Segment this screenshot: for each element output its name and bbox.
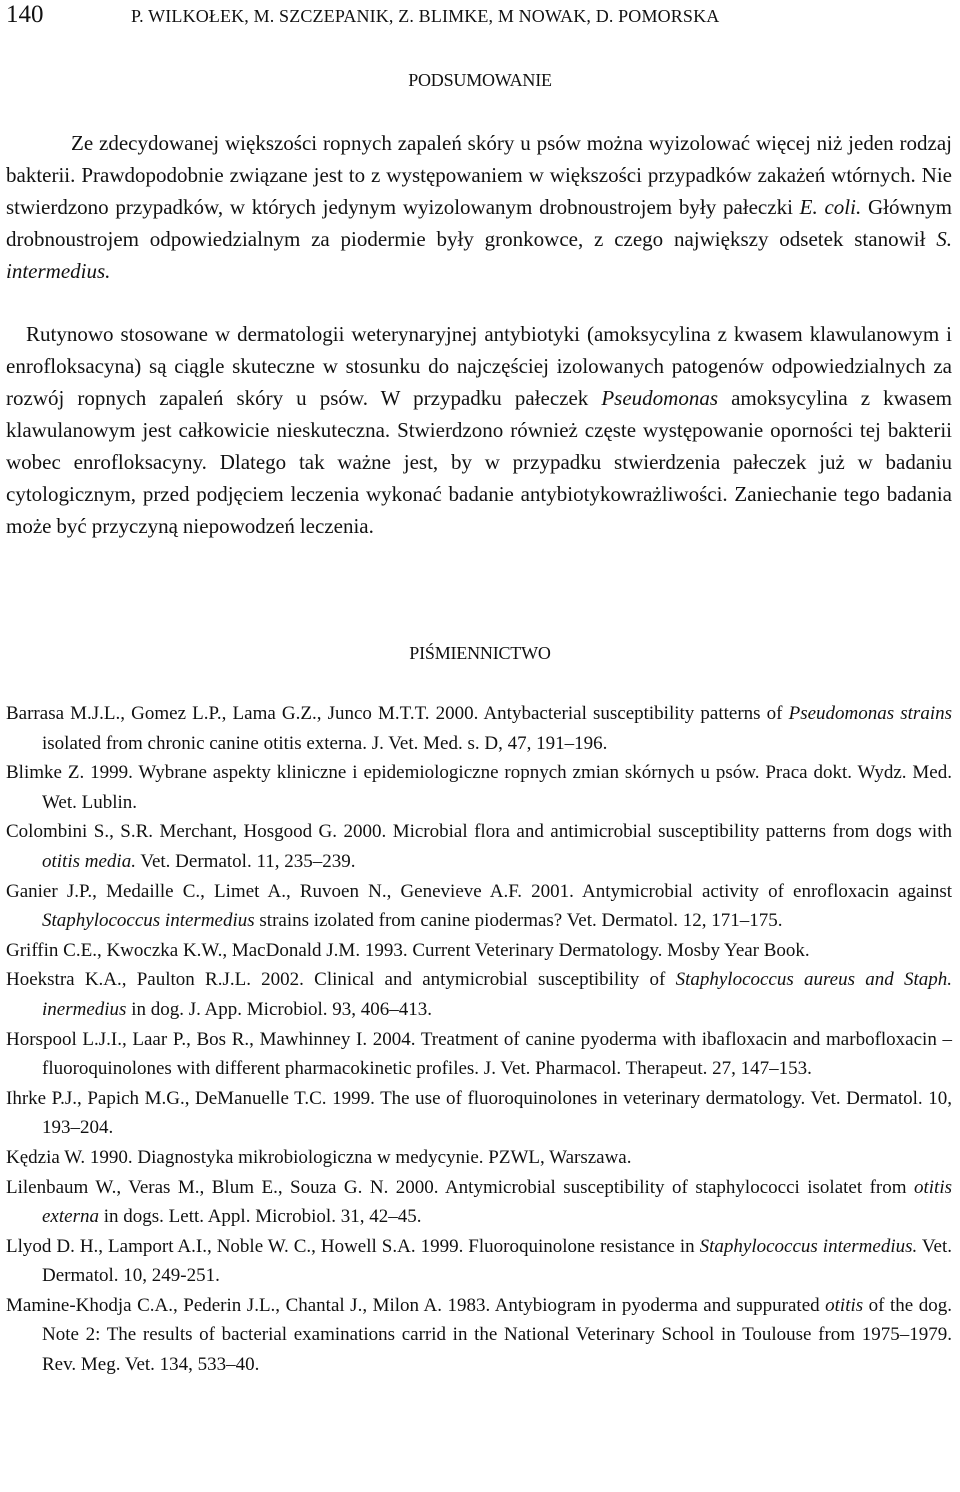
reference-item: Mamine-Khodja C.A., Pederin J.L., Chantal J., Milon A. 1983. Antybiogram in pyoderma and suppurated otitis of the dog. Note 2: The results of bacterial examinations carrid in the National Veterinary School in Toulouse from 1975–1979. Rev. Meg. Vet. 134, 533–40. (6, 1294, 952, 1376)
reference-item: Horspool L.J.I., Laar P., Bos R., Mawhinney I. 2004. Treatment of canine pyoderma with ibafloxacin and marbofloxacin – fluoroquinolones with different pharmacokinetic profiles. J. Vet. Pharmacol. Therapeut. 27, 147–153. (6, 1028, 952, 1080)
reference-list (6, 699, 952, 1380)
reference-item: Barrasa M.J.L., Gomez L.P., Lama G.Z., Junco M.T.T. 2000. Antybacterial susceptibility patterns of Pseudomonas strains isolated from chronic canine otitis externa. J. Vet. Med. s. D, 47, 191–196. (6, 703, 952, 754)
summary-paragraph-2: Rutynowo stosowane w dermatologii weterynaryjnej antybiotyki (amoksycylina z kwasem klawulanowym i enrofloksacyna) są ciągle skuteczne w stosunku do najczęściej izolowanych patogenów odpowiedzialnych za rozwój ropnych zapaleń skóry u psów. W przypadku pałeczek Pseudomonas amoksycylina z kwasem klawulanowym jest całkowicie nieskuteczna. Stwierdzono również częste występowanie oporności tej bakterii wobec enrofloksacyny. Dlatego tak ważne jest, by w przypadku stwierdzenia pałeczek już w badaniu cytologicznym, przed podjęciem leczenia wykonać badanie antybiotykowrażliwości. Zaniechanie tego badania może być przyczyną niepowodzeń leczenia. (6, 322, 952, 538)
summary-title: PODSUMOWANIE (408, 70, 552, 90)
reference-item: Kędzia W. 1990. Diagnostyka mikrobiologiczna w medycynie. PZWL, Warszawa. (6, 1146, 632, 1168)
italic-text: Pseudomonas strains (788, 703, 952, 724)
italic-text: Staphylococcus aureus and Staph. inermedius (42, 969, 952, 1020)
italic-text: Staphylococcus intermedius. (699, 1235, 918, 1257)
italic-text: S. intermedius. (6, 227, 952, 283)
reference-item: Colombini S., S.R. Merchant, Hosgood G. 2000. Microbial flora and antimicrobial susceptibility patterns from dogs with otitis media. Vet. Dermatol. 11, 235–239. (6, 821, 952, 872)
reference-item: Ganier J.P., Medaille C., Limet A., Ruvoen N., Genevieve A.F. 2001. Antymicrobial activity of enrofloxacin against Staphylococcus intermedius strains izolated from canine piodermas? Vet. Dermatol. 12, 171–175. (6, 880, 952, 932)
italic-text: otitis media. (42, 850, 136, 872)
italic-text: E. coli. (799, 195, 862, 219)
italic-text: Staphylococcus intermedius (42, 910, 255, 932)
page-header (0, 0, 960, 34)
reference-item: Griffin C.E., Kwoczka K.W., MacDonald J.M. 1993. Current Veterinary Dermatology. Mosby Year Book. (6, 939, 810, 961)
italic-text: otitis externa (42, 1176, 952, 1228)
reference-item: Lilenbaum W., Veras M., Blum E., Souza G. N. 2000. Antymicrobial susceptibility of staphylococci isolatet from otitis externa in dogs. Lett. Appl. Microbiol. 31, 42–45. (6, 1176, 952, 1228)
running-head: P. WILKOŁEK, M. SZCZEPANIK, Z. BLIMKE, M NOWAK, D. POMORSKA (131, 6, 720, 26)
references-title: PIŚMIENNICTWO (409, 643, 551, 663)
summary-paragraph-1: Ze zdecydowanej większości ropnych zapaleń skóry u psów można wyizolować więcej niż jeden rodzaj bakterii. Prawdopodobnie związane jest to z występowaniem w większości przypadków zakażeń wtórnych. Nie stwierdzono przypadków, w których jedynym wyizolowanym drobnoustrojem były pałeczki E. coli. Głównym drobnoustrojem odpowiedzialnym za piodermie były gronkowce, z czego największy odsetek stanowił S. intermedius. (6, 131, 952, 283)
reference-item: Hoekstra K.A., Paulton R.J.L. 2002. Clinical and antymicrobial susceptibility of Staphylococcus aureus and Staph. inermedius in dog. J. App. Microbiol. 93, 406–413. (6, 969, 952, 1020)
italic-text: otitis (825, 1294, 864, 1316)
page-number: 140 (6, 1, 44, 28)
reference-item: Blimke Z. 1999. Wybrane aspekty kliniczne i epidemiologiczne ropnych zmian skórnych u psów. Praca dokt. Wydz. Med. Wet. Lublin. (6, 762, 952, 813)
reference-item: Llyod D. H., Lamport A.I., Noble W. C., Howell S.A. 1999. Fluoroquinolone resistance in Staphylococcus intermedius. Vet. Dermatol. 10, 249-251. (6, 1235, 952, 1287)
italic-text: Pseudomonas (601, 386, 719, 410)
reference-item: Ihrke P.J., Papich M.G., DeManuelle T.C. 1999. The use of fluoroquinolones in veterinary dermatology. Vet. Dermatol. 10, 193–204. (6, 1087, 952, 1139)
